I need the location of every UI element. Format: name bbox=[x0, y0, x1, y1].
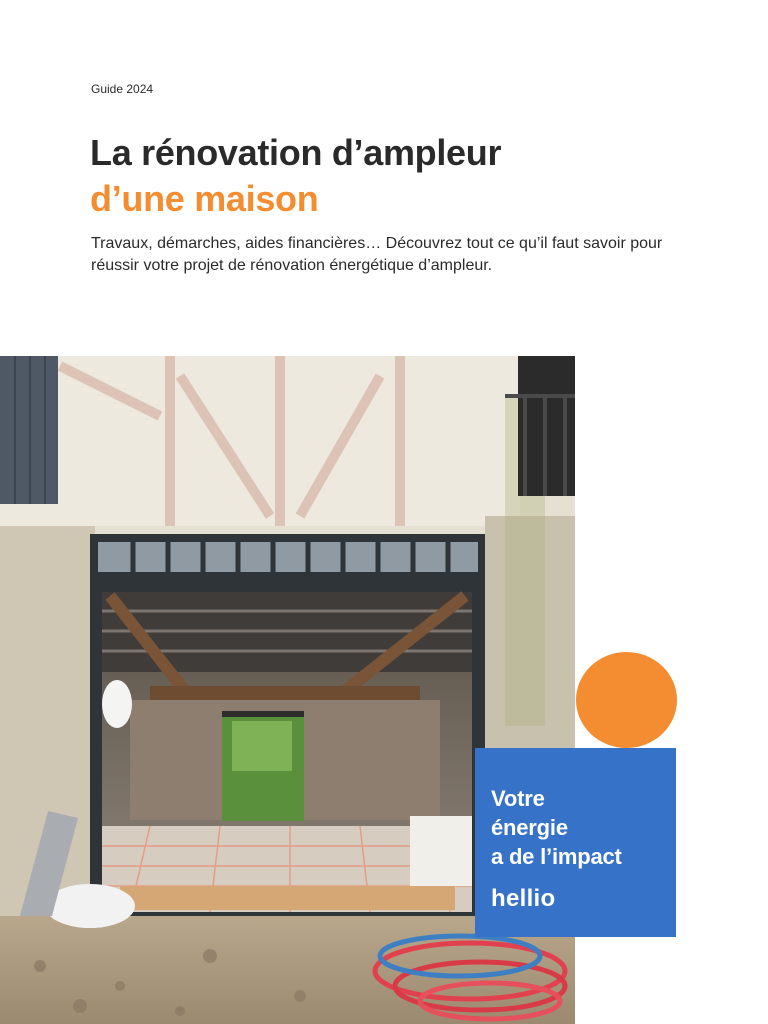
page-title bbox=[90, 130, 501, 222]
slogan-line: énergie bbox=[491, 815, 568, 840]
decorative-orange-circle bbox=[576, 652, 677, 748]
title-line-main: La rénovation d’ampleur bbox=[90, 132, 502, 173]
hellio-logo: hellio bbox=[491, 885, 556, 912]
guide-label: Guide 2024 bbox=[91, 82, 154, 96]
slogan-line: a de l’impact bbox=[491, 844, 622, 869]
title-line-accent: d’une maison bbox=[90, 178, 319, 219]
brand-box bbox=[475, 748, 676, 937]
brand-slogan bbox=[491, 784, 676, 871]
intro-paragraph: Travaux, démarches, aides financières… Découvrez tout ce qu’il faut savoir pour réussir votre projet de rénovation énergétique d’ampleur. bbox=[91, 235, 663, 274]
slogan-line: Votre bbox=[491, 786, 545, 811]
